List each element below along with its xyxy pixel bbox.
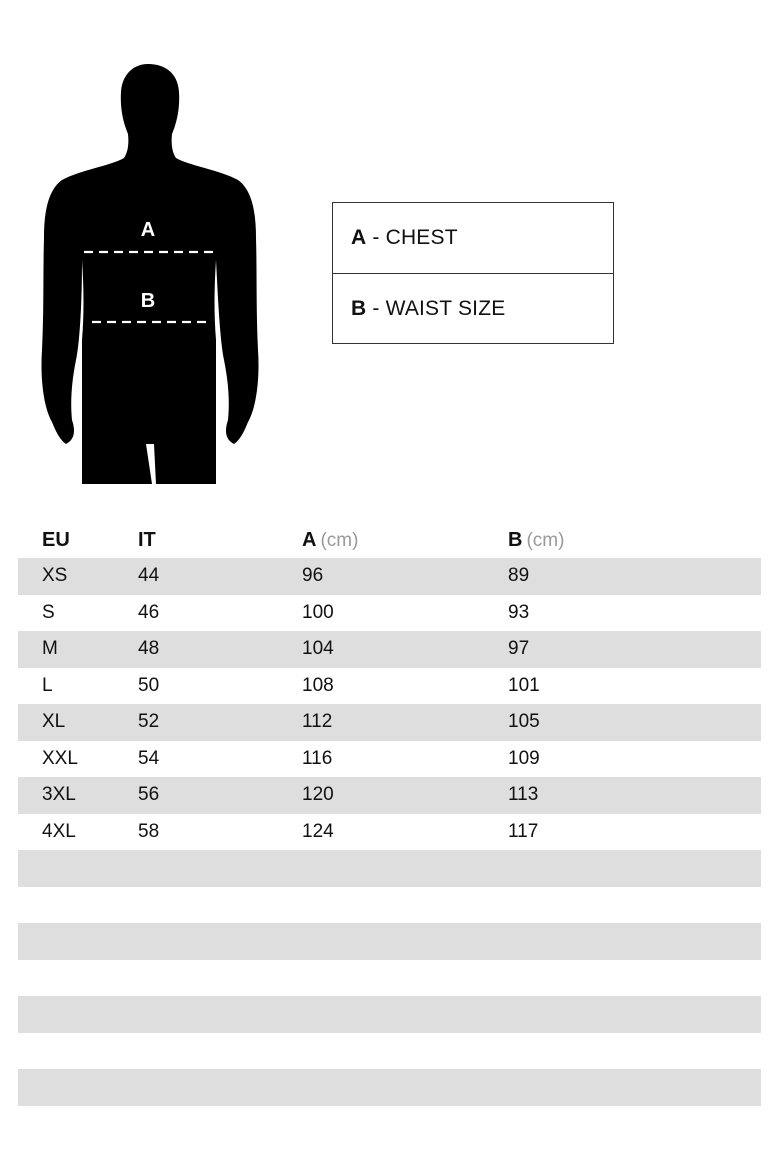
cell-value-a: 124 xyxy=(302,820,334,842)
cell-value-b: 93 xyxy=(508,601,530,623)
cell-value-b: 117 xyxy=(508,820,539,842)
table-row xyxy=(18,887,761,924)
silhouette-graphic xyxy=(30,60,270,490)
cell-size-it: 46 xyxy=(138,601,160,623)
cell-size-it: 54 xyxy=(138,747,160,769)
cell-value-b: 97 xyxy=(508,638,530,660)
cell-size-eu: S xyxy=(42,601,55,623)
table-body xyxy=(18,558,761,1106)
cell-value-a: 108 xyxy=(302,674,334,696)
cell-size-it: 48 xyxy=(138,638,160,660)
table-row xyxy=(18,814,761,851)
legend-letter: B xyxy=(351,296,367,320)
silhouette-shape xyxy=(41,64,258,484)
cell-value-b: 113 xyxy=(508,784,539,806)
cell-size-it: 56 xyxy=(138,784,160,806)
legend-text: WAIST SIZE xyxy=(385,296,506,320)
header-it: IT xyxy=(138,528,156,551)
size-table xyxy=(18,522,761,1106)
cell-value-a: 104 xyxy=(302,638,334,660)
cell-value-a: 120 xyxy=(302,784,334,806)
cell-size-eu: 4XL xyxy=(42,820,76,842)
cell-size-it: 50 xyxy=(138,674,160,696)
legend-item-waist xyxy=(333,273,613,343)
cell-size-eu: M xyxy=(42,638,58,660)
cell-value-b: 89 xyxy=(508,565,530,587)
cell-size-eu: XXL xyxy=(42,747,78,769)
cell-size-it: 58 xyxy=(138,820,160,842)
table-row xyxy=(18,777,761,814)
cell-size-it: 44 xyxy=(138,565,160,587)
table-row xyxy=(18,923,761,960)
measurement-legend xyxy=(332,202,614,344)
table-row xyxy=(18,631,761,668)
table-row xyxy=(18,850,761,887)
table-row xyxy=(18,668,761,705)
legend-separator: - xyxy=(372,296,380,320)
table-header xyxy=(18,522,761,558)
table-row xyxy=(18,741,761,778)
cell-size-it: 52 xyxy=(138,711,160,733)
header-a: A (cm) xyxy=(302,528,359,551)
waist-label: B xyxy=(140,290,156,312)
legend-text: CHEST xyxy=(385,226,458,249)
table-row xyxy=(18,960,761,997)
table-row xyxy=(18,1069,761,1106)
cell-value-b: 109 xyxy=(508,747,540,769)
table-row xyxy=(18,1033,761,1070)
cell-value-a: 96 xyxy=(302,565,324,587)
cell-size-eu: L xyxy=(42,674,53,696)
body-silhouette xyxy=(30,60,270,490)
header-b: B (cm) xyxy=(508,528,565,551)
cell-value-a: 100 xyxy=(302,601,334,623)
cell-value-a: 116 xyxy=(302,747,333,769)
legend-separator: - xyxy=(372,226,380,249)
cell-size-eu: 3XL xyxy=(42,784,76,806)
table-row xyxy=(18,704,761,741)
header-unit: (cm) xyxy=(526,529,565,551)
legend-item-chest xyxy=(333,203,613,273)
header-unit: (cm) xyxy=(320,529,359,551)
cell-value-a: 112 xyxy=(302,711,333,733)
cell-value-b: 105 xyxy=(508,711,540,733)
cell-size-eu: XS xyxy=(42,565,68,587)
chest-label: A xyxy=(140,219,156,241)
cell-value-b: 101 xyxy=(508,674,540,696)
table-row xyxy=(18,558,761,595)
legend-letter: A xyxy=(351,226,367,249)
table-row xyxy=(18,996,761,1033)
table-row xyxy=(18,595,761,632)
header-eu: EU xyxy=(42,528,70,551)
cell-size-eu: XL xyxy=(42,711,66,733)
